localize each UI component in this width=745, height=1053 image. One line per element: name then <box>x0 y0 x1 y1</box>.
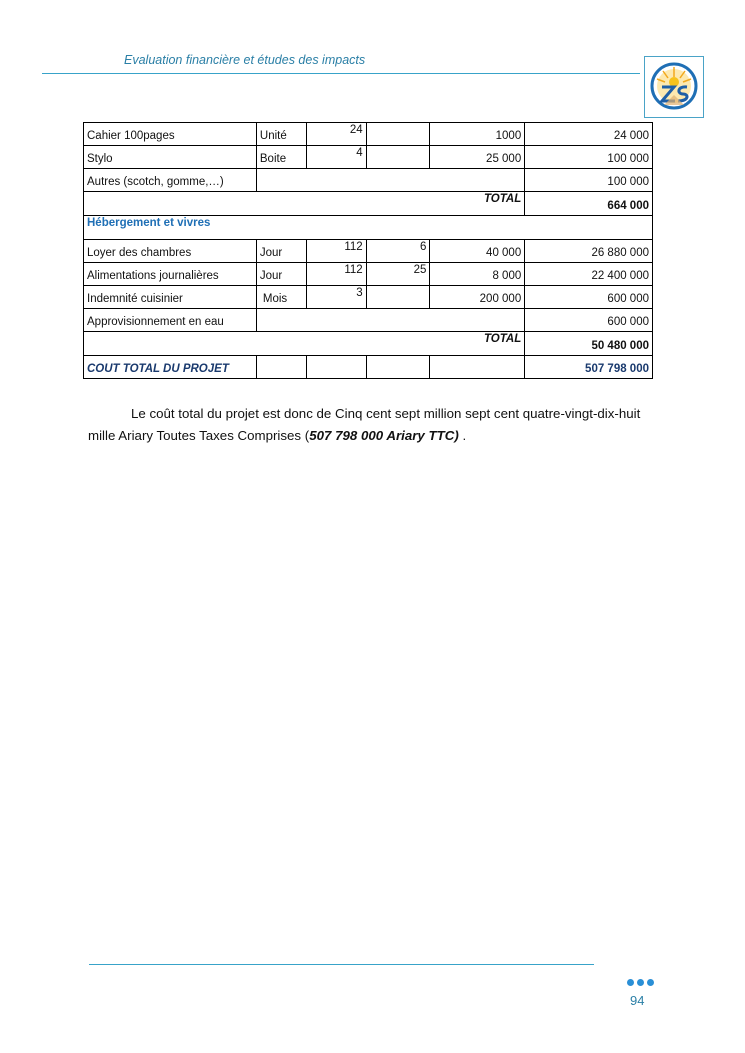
item-unit: Jour <box>256 240 306 263</box>
page-number: 94 <box>630 993 645 1008</box>
item-quantity-2: 25 <box>366 263 430 286</box>
summary-text-end: . <box>458 428 467 443</box>
item-amount: 600 000 <box>525 309 653 332</box>
item-unit-price: 40 000 <box>430 240 525 263</box>
header-title: Evaluation financière et études des impacts <box>124 53 366 67</box>
item-quantity: 3 <box>306 286 366 309</box>
table-row <box>84 146 653 169</box>
item-unit-price: 8 000 <box>430 263 525 286</box>
grand-total-amount: 507 798 000 <box>525 356 653 379</box>
empty-cell <box>366 356 430 379</box>
item-quantity: 112 <box>306 240 366 263</box>
item-quantity: 112 <box>306 263 366 286</box>
item-quantity-2: 6 <box>366 240 430 263</box>
summary-amount-bold: 507 798 000 Ariary TTC) <box>309 428 459 443</box>
item-label: Stylo <box>84 146 257 169</box>
item-amount: 600 000 <box>525 286 653 309</box>
table-row <box>84 240 653 263</box>
item-amount: 26 880 000 <box>525 240 653 263</box>
item-quantity-2 <box>366 146 430 169</box>
item-amount: 22 400 000 <box>525 263 653 286</box>
empty-cell <box>430 356 525 379</box>
institution-logo-icon <box>644 56 704 118</box>
subtotal-row <box>84 192 653 216</box>
subtotal-amount: 664 000 <box>525 192 653 216</box>
item-unit: Mois <box>256 286 306 309</box>
footer-divider <box>89 964 594 965</box>
summary-paragraph <box>88 403 648 447</box>
table-row <box>84 169 653 192</box>
item-quantity: 24 <box>306 123 366 146</box>
item-label: Indemnité cuisinier <box>84 286 257 309</box>
budget-table <box>83 122 653 379</box>
item-unit: Jour <box>256 263 306 286</box>
item-unit-price: 1000 <box>430 123 525 146</box>
subtotal-amount: 50 480 000 <box>525 332 653 356</box>
summary-text: Le coût total du projet est donc de Cinq cent sept million sept cent quatre-vingt-dix-huit mille Ariary Toutes Taxes Comprises ( <box>88 406 641 443</box>
item-unit: Boite <box>256 146 306 169</box>
item-amount: 100 000 <box>525 169 653 192</box>
item-unit-price: 25 000 <box>430 146 525 169</box>
table-row <box>84 123 653 146</box>
item-unit: Unité <box>256 123 306 146</box>
item-label: Cahier 100pages <box>84 123 257 146</box>
item-label: Approvisionnement en eau <box>84 309 257 332</box>
item-quantity-2 <box>366 123 430 146</box>
item-quantity: 4 <box>306 146 366 169</box>
table-row <box>84 309 653 332</box>
empty-cell <box>256 309 524 332</box>
table-row <box>84 286 653 309</box>
empty-cell <box>256 356 306 379</box>
item-amount: 24 000 <box>525 123 653 146</box>
table-row <box>84 263 653 286</box>
subtotal-row <box>84 332 653 356</box>
ellipsis-dots-icon <box>627 973 657 991</box>
subtotal-label: TOTAL <box>84 332 525 356</box>
section-heading: Hébergement et vivres <box>84 216 653 240</box>
item-amount: 100 000 <box>525 146 653 169</box>
empty-cell <box>256 169 524 192</box>
item-quantity-2 <box>366 286 430 309</box>
grand-total-row <box>84 356 653 379</box>
subtotal-label: TOTAL <box>84 192 525 216</box>
empty-cell <box>306 356 366 379</box>
item-unit-price: 200 000 <box>430 286 525 309</box>
section-row <box>84 216 653 240</box>
header-divider <box>42 73 640 74</box>
item-label: Autres (scotch, gomme,…) <box>84 169 257 192</box>
item-label: Loyer des chambres <box>84 240 257 263</box>
item-label: Alimentations journalières <box>84 263 257 286</box>
grand-total-label: COUT TOTAL DU PROJET <box>84 356 257 379</box>
